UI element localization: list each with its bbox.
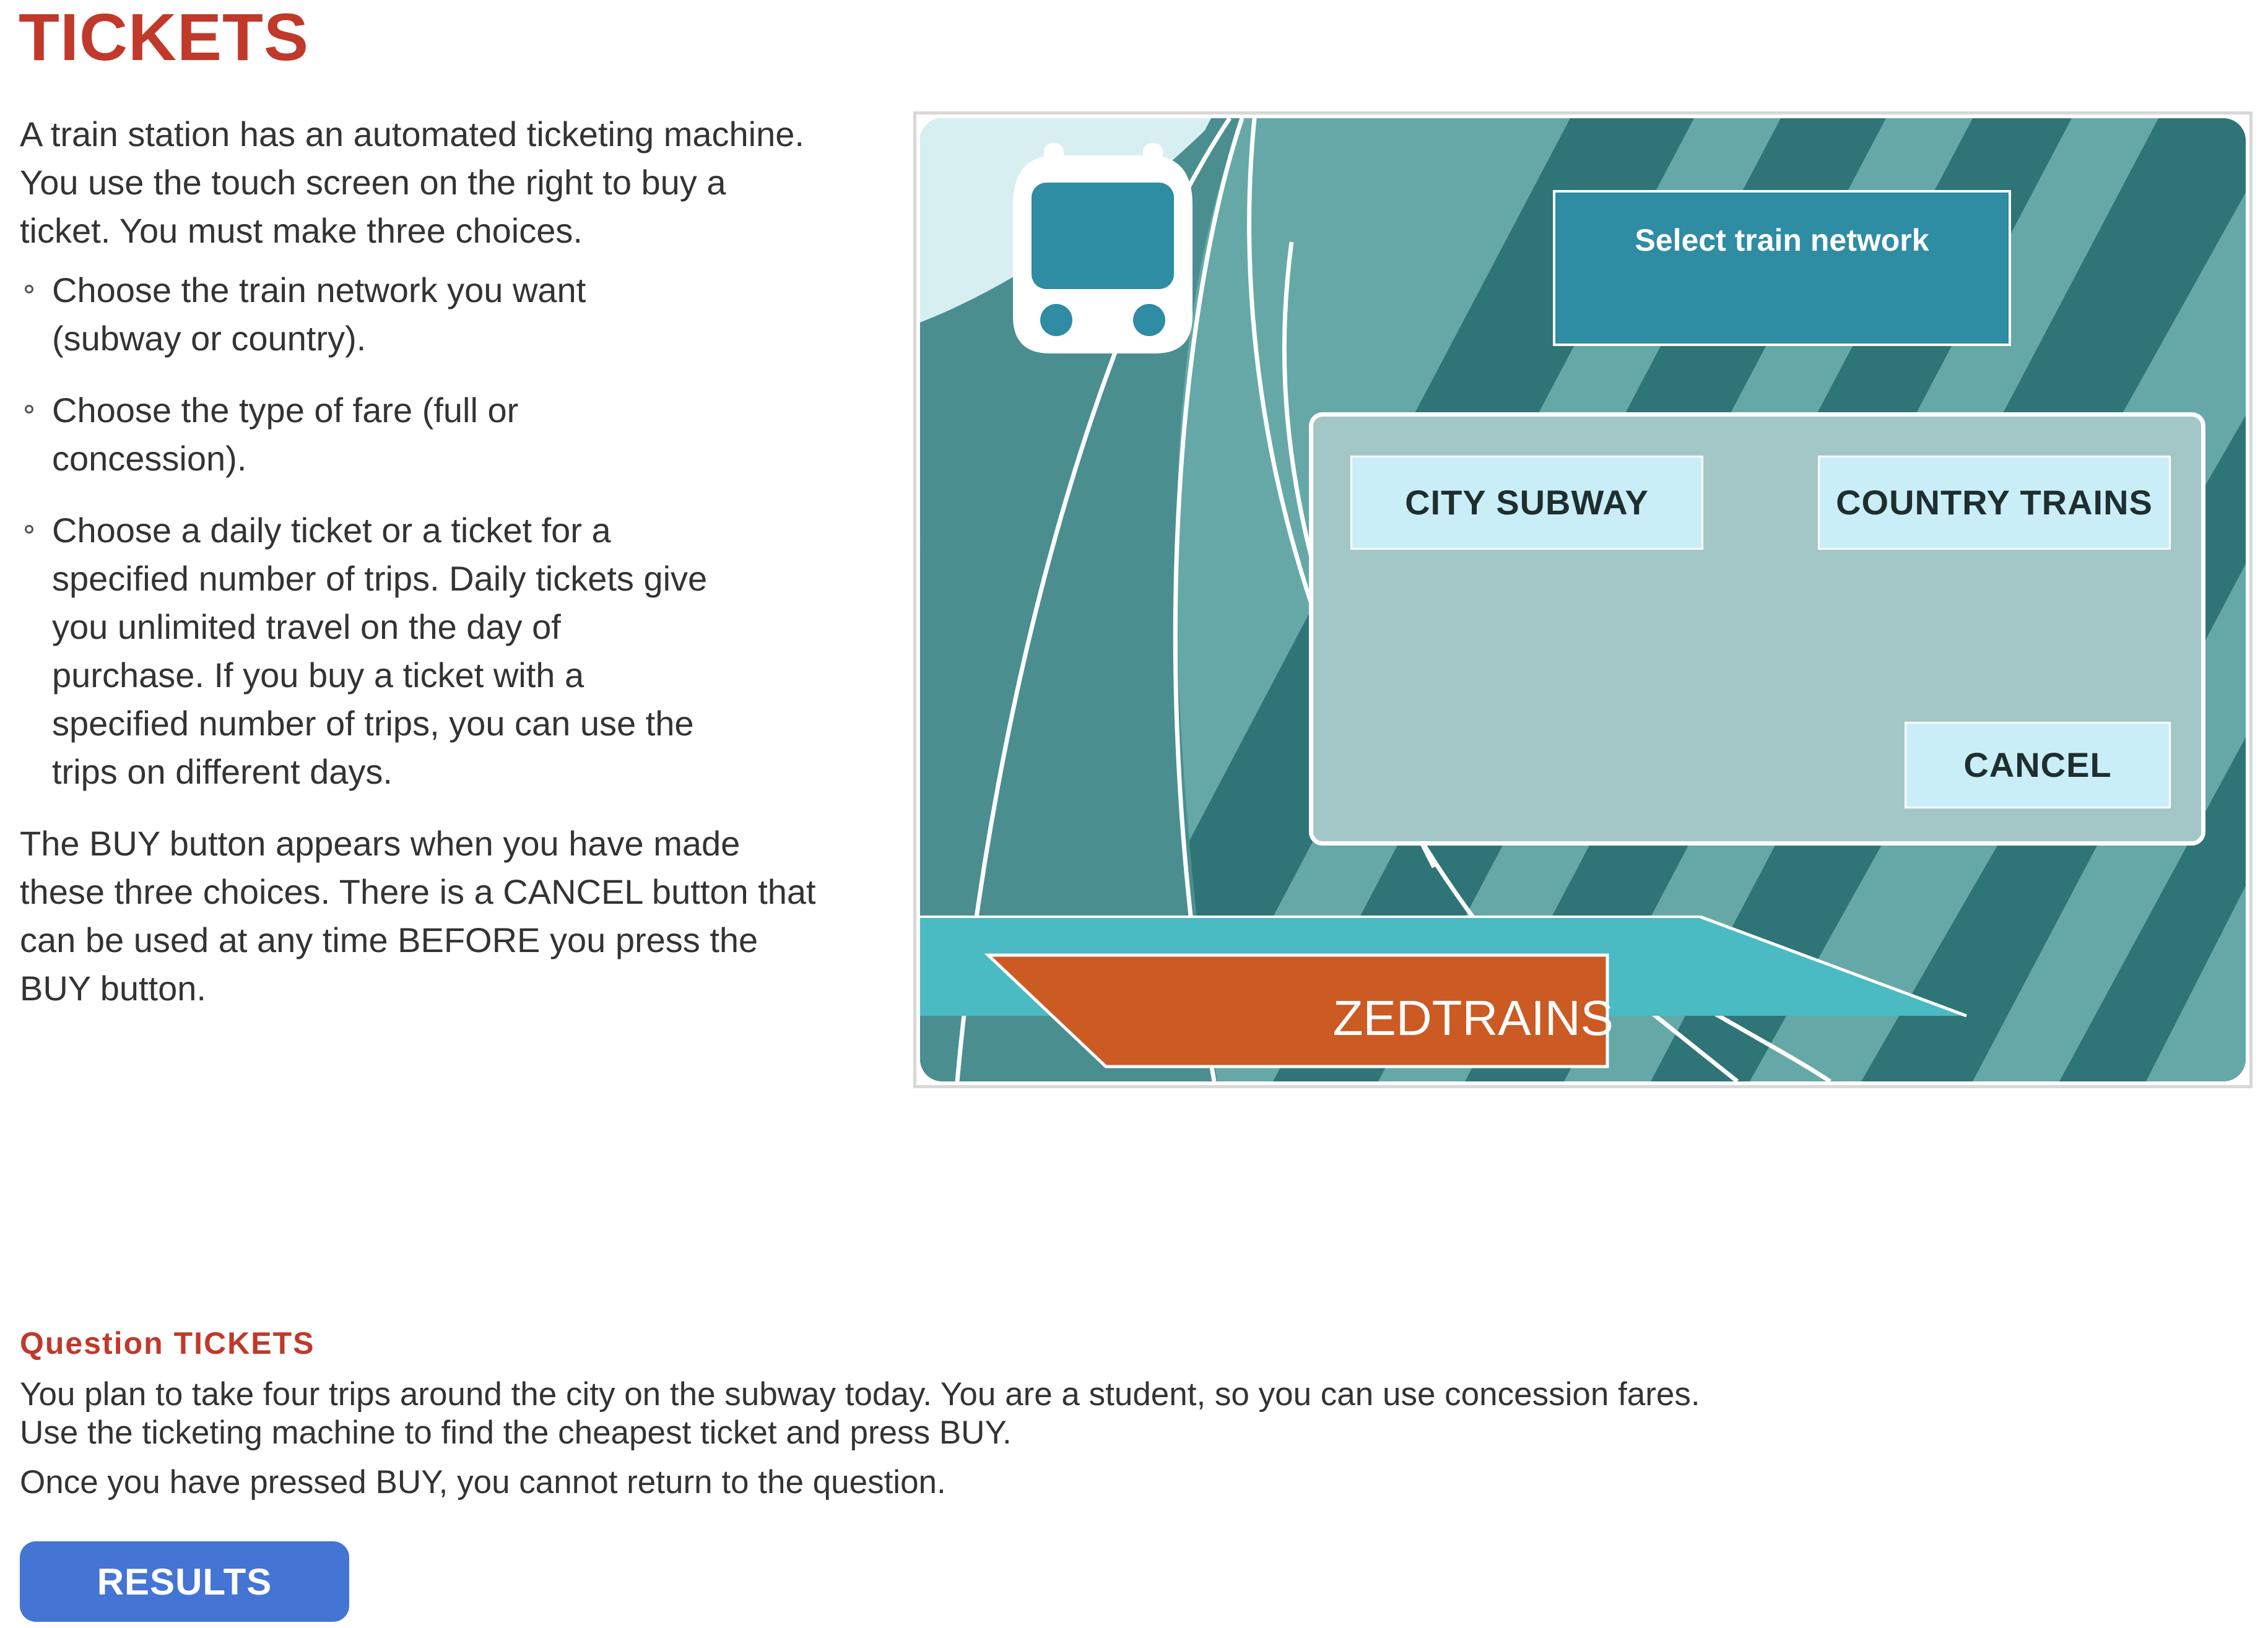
- network-selection-panel: [1309, 412, 2205, 846]
- ticket-machine: [913, 111, 2253, 1088]
- question-heading: Question TICKETS: [20, 1326, 315, 1361]
- choice-list-item: Choose the train network you want (subway or country).: [52, 266, 825, 363]
- question-line: You plan to take four trips around the city on the subway today. You are a student, so you can use concession fares.: [20, 1376, 1700, 1413]
- cancel-button[interactable]: CANCEL: [1905, 722, 2171, 808]
- question-line: Use the ticketing machine to find the cheapest ticket and press BUY.: [20, 1414, 1012, 1451]
- ticket-machine-screen: [920, 118, 2246, 1081]
- choice-list: [20, 266, 825, 796]
- question-text: [20, 1375, 1877, 1502]
- question-note: Once you have pressed BUY, you cannot return to the question.: [20, 1464, 946, 1500]
- intro-text: [20, 110, 825, 1013]
- brand-logo: ZEDTRAINS: [1332, 990, 1614, 1046]
- results-button[interactable]: RESULTS: [20, 1541, 349, 1622]
- city-subway-button[interactable]: CITY SUBWAY: [1350, 456, 1703, 550]
- screen-title: Select train network: [1553, 190, 2011, 346]
- choice-list-item: Choose a daily ticket or a ticket for a specified number of trips. Daily tickets give you unlimited travel on the day of purchase. If you buy a ticket with a specified number of trips, you can use the trips on different days.: [52, 506, 825, 796]
- train-icon: [1013, 143, 1193, 353]
- page-title: TICKETS: [19, 0, 310, 74]
- choice-list-item: Choose the type of fare (full or concession).: [52, 386, 825, 483]
- country-trains-button[interactable]: COUNTRY TRAINS: [1818, 456, 2171, 550]
- intro-paragraph: A train station has an automated ticketing machine. You use the touch screen on the right to buy a ticket. You must make three choices.: [20, 115, 804, 250]
- buy-note: The BUY button appears when you have made these three choices. There is a CANCEL button that can be used at any time BEFORE you press the BUY button.: [20, 824, 816, 1008]
